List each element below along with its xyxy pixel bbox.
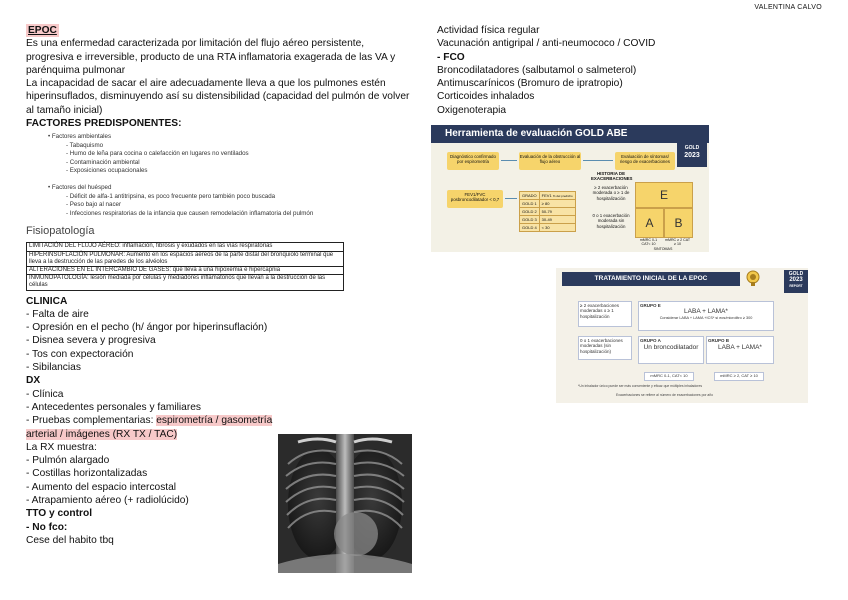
hist-high: ≥ 2 exacerbación moderada o ≥ 1 de hospitalización xyxy=(592,185,630,201)
list-item: - Opresión en el pecho (h/ ángor por hiperinsuflación) xyxy=(26,322,268,334)
table-row: GRADO FEV1 % del predicho xyxy=(520,192,576,200)
factores-ambientales: • Factores ambientales xyxy=(48,133,112,141)
list-item: - Pulmón alargado xyxy=(26,455,110,467)
rx-heading: La RX muestra: xyxy=(26,441,97,453)
mmrc-high-box: mMRC ≥ 2, CAT ≥ 10 xyxy=(714,372,764,381)
arrow-icon xyxy=(505,198,517,199)
footnote-1: *Un inhalador único puede ser más conveniente y eficaz que múltiples inhaladores xyxy=(578,384,703,388)
list-item: - Sibilancias xyxy=(26,362,81,374)
fisiopatologia-table xyxy=(26,242,344,290)
tratamiento-header: TRATAMIENTO INICIAL DE LA EPOC xyxy=(562,272,740,286)
intro-paragraph-2: La incapacidad de sacar el aire adecuadamente lleva a que los pulmones estén hiperinsuflados, disminuyendo así su distensibilidad (capacidad del pulmón de volver al tamaño inicial) xyxy=(26,78,410,116)
table-row: GOLD 2 50-79 xyxy=(520,208,576,216)
no-fco-heading: - No fco: xyxy=(26,521,68,533)
category-a: A xyxy=(635,208,664,238)
fev-box: FEV1/FVC posbroncodilatador < 0,7 xyxy=(447,190,503,208)
factores-list xyxy=(48,133,411,218)
list-item: - Costillas horizontalizadas xyxy=(26,468,148,480)
step-obstruccion: Evaluación de la obstrucción al flujo aéreo xyxy=(519,152,581,170)
emblem-icon xyxy=(746,270,760,286)
table-row: INMUNOPATOLOGÍA: lesión mediada por células y mediadores inflamatorios que llevan a la destrucción de las células xyxy=(29,275,326,289)
list-item: - Tos con expectoración xyxy=(26,348,134,360)
category-b: B xyxy=(664,208,693,238)
arrow-icon xyxy=(501,160,517,161)
list-item: - Tabaquismo xyxy=(66,141,104,149)
step-diagnostico: Diagnóstico confirmado por espirometría xyxy=(447,152,499,170)
table-row: GOLD 3 30-49 xyxy=(520,216,576,224)
sintomas-label: SINTOMAS xyxy=(653,247,673,251)
list-item: Actividad física regular xyxy=(437,25,540,36)
list-item: Broncodilatadores (salbutamol o salmeterol) xyxy=(437,64,637,76)
hist-high-box: ≥ 2 exacerbaciones moderadas o ≥ 1 hospitalización xyxy=(578,301,632,327)
factores-heading: FACTORES PREDISPONENTES: xyxy=(26,118,182,130)
right-column xyxy=(437,24,817,117)
hist-title: HISTORIA DE EXACERBACIONES xyxy=(591,171,633,182)
document-title: EPOC xyxy=(28,25,57,36)
grupo-a-treatment: Un broncodilatador xyxy=(643,344,699,352)
highlighted-text: espirometría / gasometría xyxy=(156,415,273,427)
list-item: - Falta de aire xyxy=(26,308,89,320)
grupo-e-treatment: LABA + LAMA* xyxy=(684,308,728,316)
mmrc-high: mMRC ≥ 2 CAT ≥ 10 xyxy=(664,238,691,247)
tratamiento-inicial-diagram xyxy=(556,268,808,403)
chest-xray-image xyxy=(278,434,412,573)
grupo-e-box xyxy=(638,301,774,331)
footnote-2: Exacerbaciones se refiere al número de exacerbaciones por año xyxy=(616,393,714,397)
table-row: GOLD 1 ≥ 80 xyxy=(520,200,576,208)
clinica-heading: CLINICA xyxy=(26,295,68,307)
list-item: - Clínica xyxy=(26,388,64,400)
list-item: Cese del habito tbq xyxy=(26,534,114,546)
list-item: Vacunación antigripal / anti-neumococo / COVID xyxy=(437,38,656,50)
fisiopatologia-heading: Fisiopatología xyxy=(26,225,95,238)
mmrc-low: mMRC 0-1 CAT< 10 xyxy=(639,238,658,247)
list-item: - Atrapamiento aéreo (+ radiolúcido) xyxy=(26,495,189,506)
gold-abe-diagram xyxy=(431,125,709,252)
grupo-a-box xyxy=(638,336,704,364)
mmrc-low-box: mMRC 0-1, CAT< 10 xyxy=(644,372,694,381)
hist-low-box: 0 o 1 exacerbaciones moderadas (sin hospitalización) xyxy=(578,336,632,360)
table-row: GOLD 4 < 30 xyxy=(520,224,576,232)
intro-paragraph-1: Es una enfermedad caracterizada por limitación del flujo aéreo persistente, progresiva e irreversible, producto de una RTA inflamatoria exagerada de las VA y parénquima pulmonar xyxy=(26,38,396,76)
highlighted-text: arterial / imágenes (RX TX / TAC) xyxy=(26,428,178,440)
dx-heading: DX xyxy=(26,375,41,387)
category-e: E xyxy=(635,182,693,208)
gold-badge: GOLD 2023 xyxy=(677,143,707,167)
fco-heading: - FCO xyxy=(437,51,465,63)
list-item: Oxigenoterapia xyxy=(437,104,507,116)
list-item: Antimuscarínicos (Bromuro de ipratropio) xyxy=(437,78,623,90)
grupo-b-box xyxy=(706,336,774,364)
list-item: - Peso bajo al nacer xyxy=(66,201,122,209)
tto-heading: TTO y control xyxy=(26,508,93,520)
list-item: - Exposiciones ocupacionales xyxy=(66,167,148,174)
grupo-e-note: Considerar LABA + LAMA +ICS* si eos/microlitro ≥ 300 xyxy=(659,316,753,321)
list-item: - Antecedentes personales y familiares xyxy=(26,401,201,413)
list-item: - Humo de leña para cocina o calefacción en lugares no ventilados xyxy=(66,150,249,158)
list-item: - Déficit de alfa-1 antitripsina, es poco frecuente pero también poco buscada xyxy=(66,192,276,200)
table-row: HIPERINSUFLACIÓN PULMONAR: Aumento en los espacios aéreos de la parte distal del bronquiolo terminal que lleva a la destrucción de las paredes de los alvéolos xyxy=(27,252,343,267)
grupo-b-treatment: LABA + LAMA* xyxy=(718,344,762,352)
list-item: - Infecciones respiratorias de la infancia que causen remodelación inflamatoria del pulmón xyxy=(66,209,314,217)
gold-grade-table xyxy=(519,191,576,232)
hist-low: 0 o 1 exacerbación moderada sin hospitalización xyxy=(592,213,630,229)
arrow-icon xyxy=(583,160,613,161)
table-row: LIMITACIÓN DEL FLUJO AÉREO: inflamación, fibrosis y exudados en las vías respiratorias xyxy=(27,243,343,251)
gold-abe-header: Herramienta de evaluación GOLD ABE xyxy=(431,125,709,143)
grupo-e-label: GRUPO E xyxy=(640,303,661,308)
list-item: - Aumento del espacio intercostal xyxy=(26,481,177,493)
step-sintomas: Evaluación de síntomas/ riesgo de exacerbaciones xyxy=(615,152,675,170)
list-item: - Disnea severa y progresiva xyxy=(26,335,156,347)
gold-badge: GOLD 2023 REPORT xyxy=(784,270,808,293)
table-row: ALTERACIONES EN EL INTERCAMBIO DE GASES: que lleva a una hipoxemia e hipercapnia xyxy=(27,267,343,275)
list-item: - Contaminación ambiental xyxy=(66,158,140,166)
grupo-a-label: GRUPO A xyxy=(640,338,661,343)
list-item: Corticoides inhalados xyxy=(437,91,535,103)
grupo-b-label: GRUPO B xyxy=(708,338,730,343)
author-name: VALENTINA CALVO xyxy=(754,4,822,11)
list-item: - Pruebas complementarias: espirometría / gasometría xyxy=(26,415,273,427)
factores-huesped: • Factores del huésped xyxy=(48,184,112,192)
